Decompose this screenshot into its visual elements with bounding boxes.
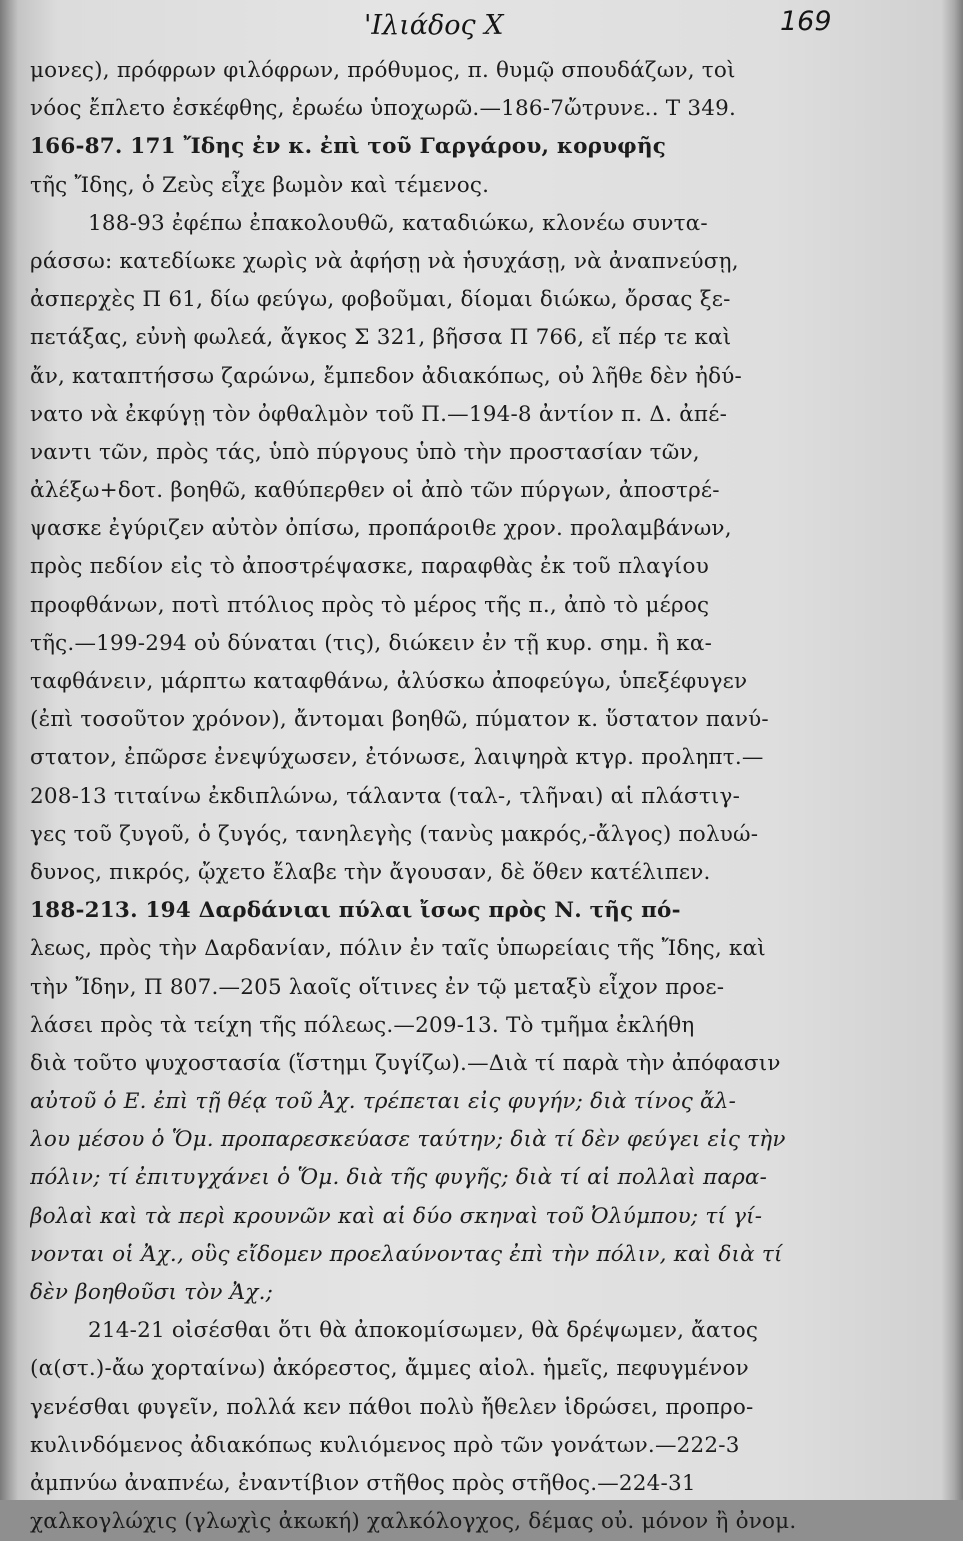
text-line: κυλινδόμενος ἀδιακόπως κυλιόμενος πρὸ τῶν γονάτων.—222-3 bbox=[30, 1432, 740, 1458]
text-line: δυνος, πικρός, ᾤχετο ἔλαβε τὴν ἄγουσαν, δὲ ὅθεν κατέλιπεν. bbox=[30, 859, 711, 885]
text-line: ἀσπερχὲς Π 61, δίω φεύγω, φοβοῦμαι, δίομαι διώκω, ὄρσας ξε- bbox=[30, 287, 731, 313]
section-heading-line: 166-87. 171 Ἴδης ἐν κ. ἐπὶ τοῦ Γαργάρου, κορυφῆς bbox=[30, 134, 667, 160]
page-number: 169 bbox=[780, 6, 832, 37]
text-line: ναντι τῶν, πρὸς τάς, ὑπὸ πύργους ὑπὸ τὴν προστασίαν τῶν, bbox=[30, 439, 700, 465]
text-line: 214-21 οἰσέσθαι ὅτι θὰ ἀποκομίσωμεν, θὰ δρέψωμεν, ἄατος bbox=[88, 1318, 759, 1344]
text-line: ψασκε ἐγύριζεν αὐτὸν ὀπίσω, προπάροιθε χρον. προλαμβάνων, bbox=[30, 516, 732, 542]
text-line: λεως, πρὸς τὴν Δαρδανίαν, πόλιν ἐν ταῖς ὑπωρείαις τῆς Ἴδης, καὶ bbox=[30, 936, 766, 962]
text-line: τῆς.—199-294 οὐ δύναται (τις), διώκειν ἐν τῇ κυρ. σημ. ἢ κα- bbox=[30, 630, 713, 656]
text-line: στατον, ἐπῶρσε ἐνεψύχωσεν, ἐτόνωσε, λαιψηρὰ κτγρ. προληπτ.— bbox=[30, 745, 764, 771]
text-line: γες τοῦ ζυγοῦ, ὁ ζυγός, τανηλεγὴς (τανὺς μακρός,-ἄλγος) πολυώ- bbox=[30, 821, 759, 847]
text-line: ἀλέξω+δοτ. βοηθῶ, καθύπερθεν οἱ ἀπὸ τῶν πύργων, ἀποστρέ- bbox=[30, 478, 720, 504]
text-line: πρὸς πεδίον εἰς τὸ ἀποστρέψασκε, παραφθὰς ἐκ τοῦ πλαγίου bbox=[30, 554, 709, 580]
text-line: ἀμπνύω ἀναπνέω, ἐναντίβιον στῆθος πρὸς στῆθος.—224-31 bbox=[30, 1470, 696, 1496]
question-line: νονται οἱ Ἀχ., οὓς εἴδομεν προελαύνοντας ἐπὶ τὴν πόλιν, καὶ διὰ τί bbox=[30, 1241, 783, 1267]
text-line: 188-93 ἐφέπω ἐπακολουθῶ, καταδιώκω, κλονέω συντα- bbox=[88, 210, 708, 236]
page-right-edge bbox=[941, 0, 963, 1500]
text-line: χαλκογλώχις (γλωχὶς ἀκωκή) χαλκόλογχος, δέμας οὐ. μόνον ἢ ὀνομ. bbox=[30, 1509, 797, 1535]
text-line: ταφθάνειν, μάρπτω καταφθάνω, ἀλύσκω ἀποφεύγω, ὑπεξέφυγεν bbox=[30, 669, 748, 694]
text-line: (α(στ.)-ἄω χορταίνω) ἀκόρεστος, ἄμμες αἰολ. ἡμεῖς, πεφυγμένον bbox=[30, 1356, 749, 1382]
text-line: ἄν, καταπτήσσω ζαρώνω, ἔμπεδον ἀδιακόπως, οὐ λῆθε δὲν ἠδύ- bbox=[30, 363, 743, 389]
question-line: πόλιν; τί ἐπιτυγχάνει ὁ Ὅμ. διὰ τῆς φυγῆς; διὰ τί αἱ πολλαὶ παρα- bbox=[30, 1165, 768, 1191]
page-left-edge bbox=[0, 0, 18, 1500]
page-header bbox=[0, 4, 963, 44]
question-line: δὲν βοηθοῦσι τὸν Ἀχ.; bbox=[30, 1280, 274, 1305]
question-line: αὐτοῦ ὁ Ε. ἐπὶ τῇ θέᾳ τοῦ Ἀχ. τρέπεται εἰς φυγήν; διὰ τίνος ἄλ- bbox=[30, 1089, 737, 1115]
text-line: προφθάνων, ποτὶ πτόλιος πρὸς τὸ μέρος τῆς π., ἀπὸ τὸ μέρος bbox=[30, 592, 710, 618]
text-line: τῆς Ἴδης, ὁ Ζεὺς εἶχε βωμὸν καὶ τέμενος. bbox=[30, 172, 490, 198]
text-line: ράσσω: κατεδίωκε χωρὶς νὰ ἀφήσῃ νὰ ἡσυχάσῃ, νὰ ἀναπνεύσῃ, bbox=[30, 248, 739, 274]
text-line: γενέσθαι φυγεῖν, πολλά κεν πάθοι πολὺ ἤθελεν ἱδρώσει, προπρο- bbox=[30, 1394, 754, 1420]
text-line: (ἐπὶ τοσοῦτον χρόνον), ἄντομαι βοηθῶ, πύματον κ. ὕστατον πανύ- bbox=[30, 707, 769, 733]
running-title: 'Ιλιάδος Χ bbox=[364, 10, 504, 41]
text-line: μονες), πρόφρων φιλόφρων, πρόθυμος, π. θυμῷ σπουδάζων, τοὶ bbox=[30, 58, 736, 83]
text-line: νατο νὰ ἐκφύγῃ τὸν ὀφθαλμὸν τοῦ Π.—194-8 ἀντίον π. Δ. ἀπέ- bbox=[30, 401, 728, 427]
text-line: διὰ τοῦτο ψυχοστασία (ἵστημι ζυγίζω).—Διὰ τί παρὰ τὴν ἀπόφασιν bbox=[30, 1050, 781, 1076]
text-line: νόος ἔπλετο ἐσκέφθης, ἐρωέω ὑποχωρῶ.—186-7ὤτρυνε.. Τ 349. bbox=[30, 96, 737, 122]
text-line: τὴν Ἴδην, Π 807.—205 λαοῖς οἵτινες ἐν τῷ μεταξὺ εἶχον προε- bbox=[30, 974, 725, 1000]
question-line: λου μέσου ὁ Ὅμ. προπαρεσκεύασε ταύτην; διὰ τί δὲν φεύγει εἰς τὴν bbox=[30, 1127, 786, 1153]
section-heading-line: 188-213. 194 Δαρδάνιαι πύλαι ἴσως πρὸς Ν. τῆς πό- bbox=[30, 898, 681, 924]
question-line: βολαὶ καὶ τὰ περὶ κρουνῶν καὶ αἱ δύο σκηναὶ τοῦ Ὀλύμπου; τί γί- bbox=[30, 1203, 763, 1229]
text-line: πετάξας, εὐνὴ φωλεά, ἄγκος Σ 321, βῆσσα Π 766, εἴ πέρ τε καὶ bbox=[30, 325, 732, 351]
commentary-text bbox=[30, 52, 862, 1541]
text-line: 208-13 τιταίνω ἐκδιπλώνω, τάλαντα (ταλ-, τλῆναι) αἱ πλάστιγ- bbox=[30, 783, 741, 809]
text-line: λάσει πρὸς τὰ τείχη τῆς πόλεως.—209-13. Τὸ τμῆμα ἐκλήθη bbox=[30, 1012, 695, 1038]
